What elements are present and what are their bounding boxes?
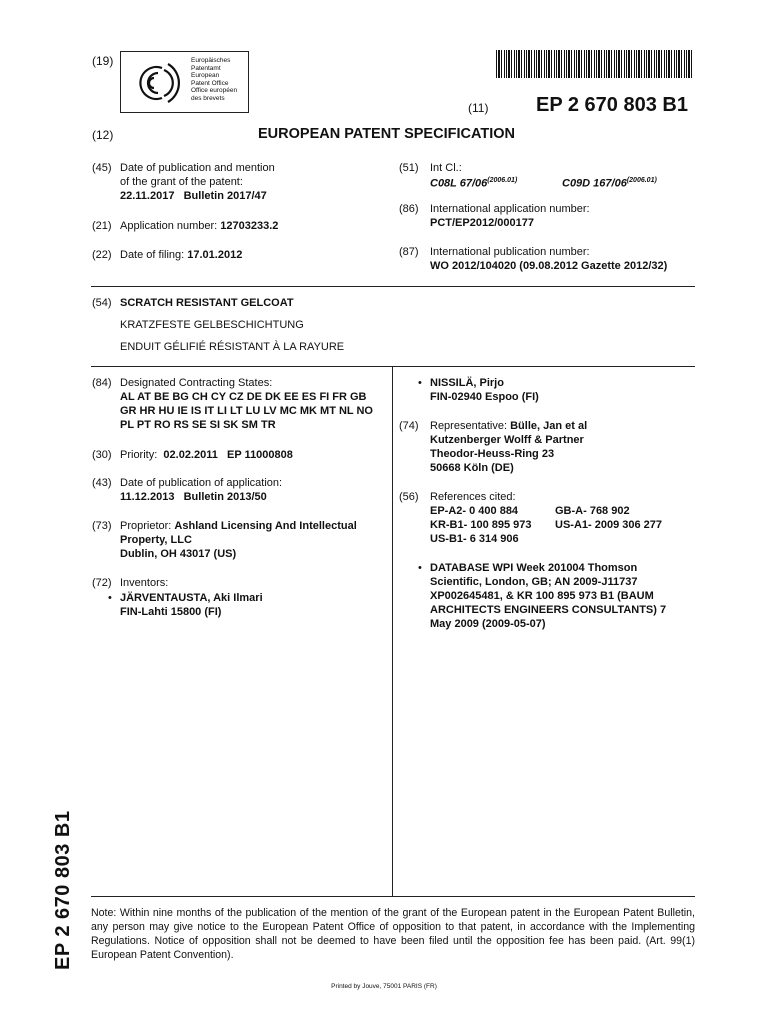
title-fr: ENDUIT GÉLIFIÉ RÉSISTANT À LA RAYURE — [120, 341, 345, 353]
reference-item: GB-A- 768 902 — [555, 505, 630, 517]
office-name: Europäisches Patentamt European Patent Office Office européen des brevets — [191, 57, 238, 102]
title-de: KRATZFESTE GELBESCHICHTUNG — [120, 319, 304, 331]
bullet-icon: • — [418, 377, 422, 389]
code-54: (54) — [92, 297, 112, 309]
app-publication-label: Date of publication of application: — [120, 477, 283, 489]
printer-line: Printed by Jouve, 75001 PARIS (FR) — [331, 983, 437, 990]
code-72: (72) — [92, 577, 112, 589]
code-87: (87) — [399, 246, 419, 258]
int-cl-1: C08L $67/06^{(2006.01)}$ — [430, 177, 518, 190]
reference-item: EP-A2- 0 400 884 — [430, 505, 519, 517]
inventor-2: NISSILÄ, Pirjo FIN-02940 Espoo (FI) — [430, 377, 539, 403]
app-publication-value: 11.12.2013 Bulletin 2013/50 — [120, 491, 267, 503]
code-21: (21) — [92, 220, 112, 232]
proprietor-address: Property, LLC Dublin, OH 43017 (US) — [120, 534, 237, 560]
references-label: References cited: — [430, 491, 516, 503]
intl-publication-value: WO 2012/104020 (09.08.2012 Gazette 2012/32) — [430, 260, 668, 272]
contracting-states-value: AL AT BE BG CH CY CZ DE DK EE ES FI FR GB GR HR HU IE IS IT LI LT LU LV MC MK MT NL NO PL PT RO RS SE SI SK SM TR — [120, 391, 373, 431]
reference-item: US-B1- 6 314 906 — [430, 533, 519, 545]
divider-bottom — [91, 896, 695, 897]
filing-date: Date of filing: 17.01.2012 — [120, 249, 243, 261]
code-51: (51) — [399, 162, 419, 174]
int-cl-2: C09D $167/06^{(2006.01)}$ — [562, 177, 657, 190]
inventors-label: Inventors: — [120, 577, 169, 589]
inventor-1: JÄRVENTAUSTA, Aki Ilmari FIN-Lahti 15800 (FI) — [120, 592, 263, 618]
bullet-icon: • — [108, 592, 112, 604]
code-74: (74) — [399, 420, 419, 432]
code-11: (11) — [468, 101, 489, 115]
code-45: (45) — [92, 162, 112, 174]
code-73: (73) — [92, 520, 112, 532]
reference-item: US-A1- 2009 306 277 — [555, 519, 663, 531]
code-86: (86) — [399, 203, 419, 215]
application-number: Application number: 12703233.2 — [120, 220, 279, 232]
epo-emblem-icon — [124, 54, 186, 112]
int-cl-label: Int Cl.: — [430, 162, 462, 174]
code-22: (22) — [92, 249, 112, 261]
divider-mid — [91, 366, 695, 367]
epo-logo — [120, 51, 249, 113]
document-type: EUROPEAN PATENT SPECIFICATION — [258, 126, 515, 142]
contracting-states-label: Designated Contracting States: — [120, 377, 273, 389]
opposition-note: Note: Within nine months of the publication of the mention of the grant of the European patent in the European Patent Bulletin, any person may give notice to the European Patent Office of opposition to that patent, in accordance with the Implementing Regulations. Notice of opposition shall not be deemed to have been filed until the opposition fee has been paid. (Art. 99(1) European Patent Convention). — [91, 907, 695, 961]
title-en: SCRATCH RESISTANT GELCOAT — [120, 297, 294, 309]
divider-top — [91, 286, 695, 287]
grant-date-value: 22.11.2017 Bulletin 2017/47 — [120, 190, 267, 202]
priority: Priority: 02.02.2011 EP 11000808 — [120, 449, 293, 461]
code-30: (30) — [92, 449, 112, 461]
intl-publication-label: International publication number: — [430, 246, 590, 258]
barcode — [496, 50, 692, 78]
intl-application-label: International application number: — [430, 203, 590, 215]
column-divider — [392, 366, 393, 896]
code-56: (56) — [399, 491, 419, 503]
publication-number: EP 2 670 803 B1 — [536, 94, 688, 116]
reference-item: KR-B1- 100 895 973 — [430, 519, 532, 531]
representative: Representative: Bülle, Jan et al — [430, 420, 588, 432]
code-84: (84) — [92, 377, 112, 389]
proprietor: Proprietor: Ashland Licensing And Intellectual — [120, 520, 357, 532]
representative-address: Kutzenberger Wolff & Partner Theodor-Heuss-Ring 23 50668 Köln (DE) — [430, 434, 584, 474]
intl-application-value: PCT/EP2012/000177 — [430, 217, 534, 229]
code-43: (43) — [92, 477, 112, 489]
database-reference: DATABASE WPI Week 201004 Thomson Scientific, London, GB; AN 2009-J11737 XP002645481, & KR 100 895 973 B1 (BAUM ARCHITECTS ENGINEERS CONSULTANTS) 7 May 2009 (2009-05-07) — [430, 562, 667, 630]
side-publication-number: EP 2 670 803 B1 — [52, 810, 74, 970]
code-12: (12) — [92, 128, 114, 142]
grant-date-label: Date of publication and mention of the grant of the patent: — [120, 162, 275, 188]
bullet-icon: • — [418, 562, 422, 574]
code-19: (19) — [92, 54, 114, 68]
